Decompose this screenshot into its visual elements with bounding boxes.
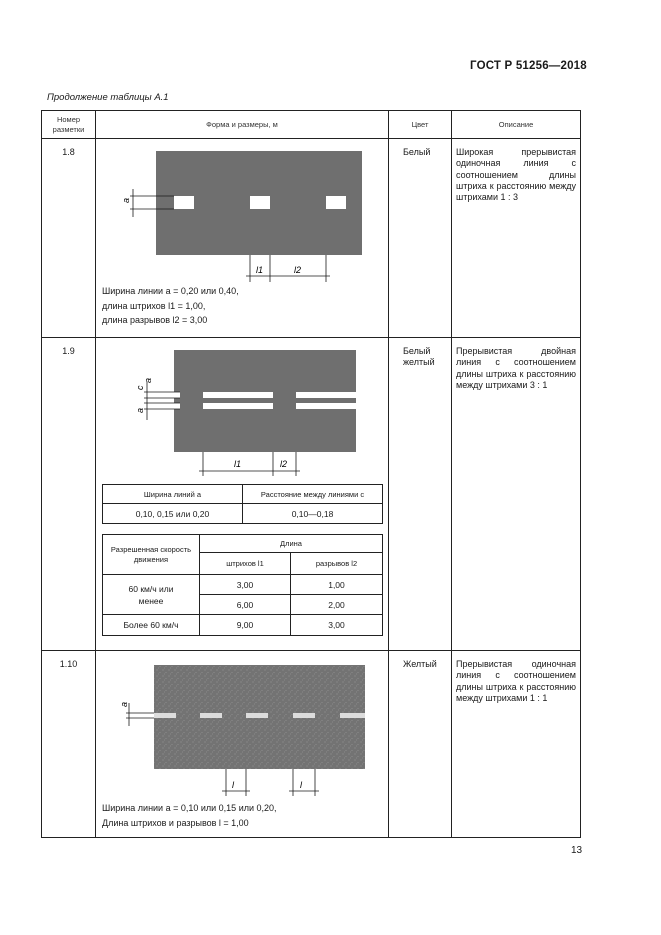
marking-stroke [250,196,270,209]
table-caption: Продолжение таблицы А.1 [47,92,169,103]
marking-stroke [203,403,273,409]
marking-stroke [326,196,346,209]
marking-stroke [296,403,356,409]
row-color: Белый [389,139,452,338]
table-row [42,338,581,651]
width-header: Ширина линий a [103,485,243,504]
length-header: Длина [200,535,383,553]
stroke-length: 3,00 [200,575,291,595]
table-row [42,651,581,838]
marking-stroke [203,392,273,398]
row-description: Широкая прерывистая одиночная линия с соотношением длины штриха к расстоянию между штрихами 1 : 3 [452,139,581,338]
col-header-description: Описание [452,111,581,139]
row-description: Прерывистая двойная линия с соотношением длины штриха к расстоянию между штрихами 3 : 1 [452,338,581,651]
row-color: Желтый [389,651,452,838]
marking-diagram-1-10 [96,651,389,801]
width-table [102,484,383,524]
note-line: длина штрихов l1 = 1,00, [102,300,206,311]
row-description: Прерывистая одиночная линия с соотношением длины штриха к расстоянию между штрихами 1 : 1 [452,651,581,838]
dimension-notes [102,801,277,830]
dim-label-a: a [143,377,153,383]
note-line: Ширина линии a = 0,10 или 0,15 или 0,20, [102,803,277,813]
color-white: Белый [403,346,431,356]
row-number: 1.9 [42,338,96,651]
marking-stroke [340,713,365,718]
row-number: 1.10 [42,651,96,838]
row-number: 1.8 [42,139,96,338]
note-line: длина разрывов l2 = 3,00 [102,315,208,325]
distance-value: 0,10—0,18 [243,504,383,524]
page-number: 13 [571,845,583,856]
col-header-color: Цвет [389,111,452,139]
note-line: Длина штрихов и разрывов l = 1,00 [102,817,249,828]
gap-length: 2,00 [291,595,383,615]
dim-label-a: a [121,197,131,203]
gaps-header: разрывов l2 [291,553,383,575]
marking-stroke [296,392,356,398]
marking-stroke [154,713,176,718]
figure-cell [96,338,389,651]
dim-label-l2: l2 [280,459,288,469]
speed-header: Разрешенная скорость движения [103,535,200,575]
marking-diagram-1-8 [96,139,389,299]
marking-stroke [174,196,194,209]
table-header-row [42,111,581,139]
dim-label-l: l [300,780,302,790]
strokes-header: штрихов l1 [200,553,291,575]
dimension-a [126,703,154,726]
stroke-length: 9,00 [200,615,291,636]
width-value: 0,10, 0,15 или 0,20 [103,504,243,524]
gap-length: 3,00 [291,615,383,636]
markings-table [41,110,581,838]
speed-value: 60 км/ч или менее [103,575,200,615]
dim-label-l1: l1 [256,265,264,275]
dim-label-c: c [135,385,145,390]
dim-label-l1: l1 [234,459,242,469]
row-color [389,338,452,651]
dim-label-l2: l2 [294,265,302,275]
dimension-l [222,769,319,796]
marking-stroke [246,713,268,718]
speed-row [103,615,383,636]
col-header-number: Номер разметки [42,111,96,139]
marking-stroke [174,403,180,409]
marking-stroke [293,713,315,718]
speed-value: Более 60 км/ч [103,615,200,636]
col-header-form: Форма и размеры, м [96,111,389,139]
dim-label-a: a [135,407,145,413]
dim-label-l: l [232,780,234,790]
speed-table [102,534,383,636]
standard-title: ГОСТ Р 51256—2018 [470,60,587,72]
color-yellow: желтый [403,357,435,367]
gap-length: 1,00 [291,575,383,595]
dim-label-a: a [119,701,129,707]
distance-header: Расстояние между линиями c [243,485,383,504]
figure-cell [96,651,389,838]
dimension-notes [102,284,239,328]
speed-row [103,575,383,595]
stroke-length: 6,00 [200,595,291,615]
note-line: Ширина линии a = 0,20 или 0,40, [102,286,239,296]
marking-stroke [200,713,222,718]
figure-cell [96,139,389,338]
road-surface [174,350,356,452]
table-row [42,139,581,338]
marking-diagram-1-9 [96,338,389,478]
marking-stroke [174,392,180,398]
